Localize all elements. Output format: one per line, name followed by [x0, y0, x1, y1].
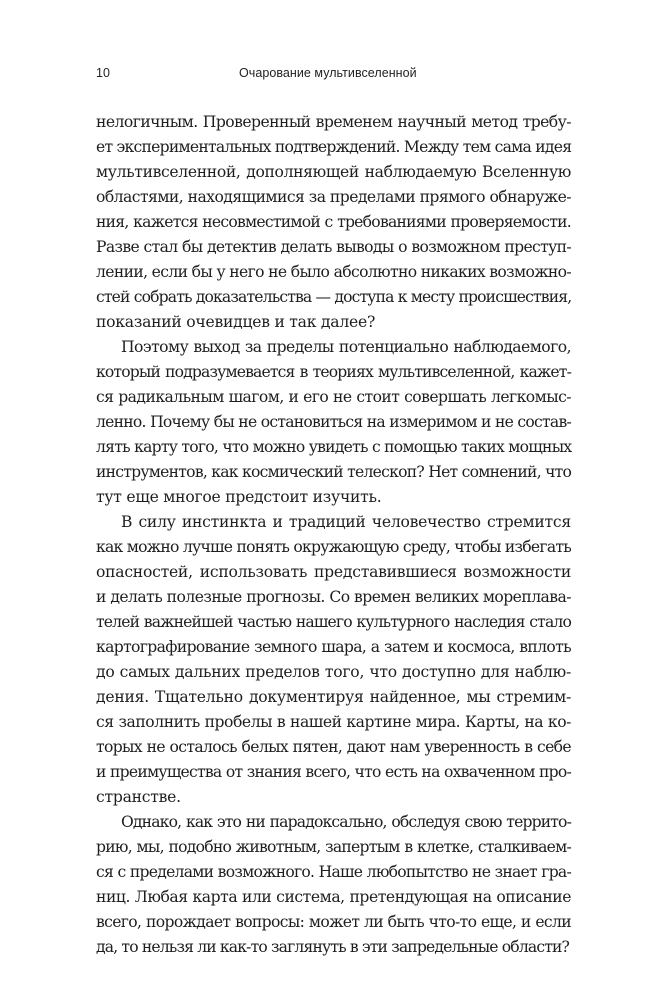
text-line: дения. Тщательно документируя найденное, мы стремим- [96, 688, 571, 706]
text-line: торых не осталось белых пятен, дают нам уверенность в себе [96, 738, 571, 756]
text-line: да, то нельзя ли как-то заглянуть в эти запредельные области? [96, 938, 570, 956]
text-line: странстве. [96, 788, 181, 806]
text-line: лении, если бы у него не было абсолютно никаких возможно- [96, 263, 572, 281]
text-line: телей важнейшей частью нашего культурного наследия стало [96, 613, 571, 631]
running-title: Очарование мультивселенной [239, 66, 417, 80]
text-line: лять карту того, что можно увидеть с помощью таких мощных [96, 438, 572, 456]
text-line: до самых дальних пределов того, что доступно для наблю- [96, 663, 571, 681]
paragraph [96, 510, 571, 810]
text-line: ся заполнить пробелы в нашей картине мира. Карты, на ко- [96, 713, 571, 731]
text-line: ся с пределами возможного. Наше любопытство не знает гра- [96, 863, 571, 881]
text-line: инструментов, как космический телескоп? Нет сомнений, что [96, 463, 572, 481]
text-line: Разве стал бы детектив делать выводы о возможном преступ- [96, 238, 571, 256]
text-line: опасностей, использовать представившиеся возможности [96, 563, 571, 581]
text-line: рию, мы, подобно животным, запертым в клетке, сталкиваем- [96, 838, 571, 856]
paragraph [96, 810, 571, 960]
text-line: и преимущества от знания всего, что есть на охваченном про- [96, 763, 571, 781]
text-line: Поэтому выход за пределы потенциально наблюдаемого, [121, 338, 571, 356]
text-line: В силу инстинкта и традиций человечество стремится [121, 513, 571, 531]
paragraph [96, 110, 571, 335]
running-head [96, 64, 571, 82]
text-line: Однако, как это ни парадоксально, обследуя свою террито- [121, 813, 571, 831]
text-line: ся радикальным шагом, и его не стоит совершать легкомыс- [96, 388, 571, 406]
text-line: областями, находящимися за пределами прямого обнаруже- [96, 188, 571, 206]
text-line: и делать полезные прогнозы. Со времен великих мореплава- [96, 588, 571, 606]
text-line: мультивселенной, дополняющей наблюдаемую Вселенную [96, 163, 571, 181]
text-line: ет экспериментальных подтверждений. Между тем сама идея [96, 138, 572, 156]
text-line: тут еще многое предстоит изучить. [96, 488, 382, 506]
text-line: всего, порождает вопросы: может ли быть что-то еще, и если [96, 913, 571, 931]
text-line: ниц. Любая карта или система, претендующая на описание [96, 888, 571, 906]
text-line: нелогичным. Проверенный временем научный метод требу- [96, 113, 571, 131]
text-line: стей собрать доказательства — доступа к месту происшествия, [96, 288, 572, 306]
text-line: ния, кажется несовместимой с требованиями проверяемости. [96, 213, 571, 231]
body-text [96, 110, 571, 960]
text-line: картографирование земного шара, а затем и космоса, вплоть [96, 638, 571, 656]
text-line: как можно лучше понять окружающую среду, чтобы избегать [96, 538, 571, 556]
text-line: который подразумевается в теориях мультивселенной, кажет- [96, 363, 571, 381]
paragraph [96, 335, 571, 510]
text-line: показаний очевидцев и так далее? [96, 313, 376, 331]
page-number: 10 [96, 66, 110, 80]
text-line: ленно. Почему бы не остановиться на измеримом и не состав- [96, 413, 571, 431]
